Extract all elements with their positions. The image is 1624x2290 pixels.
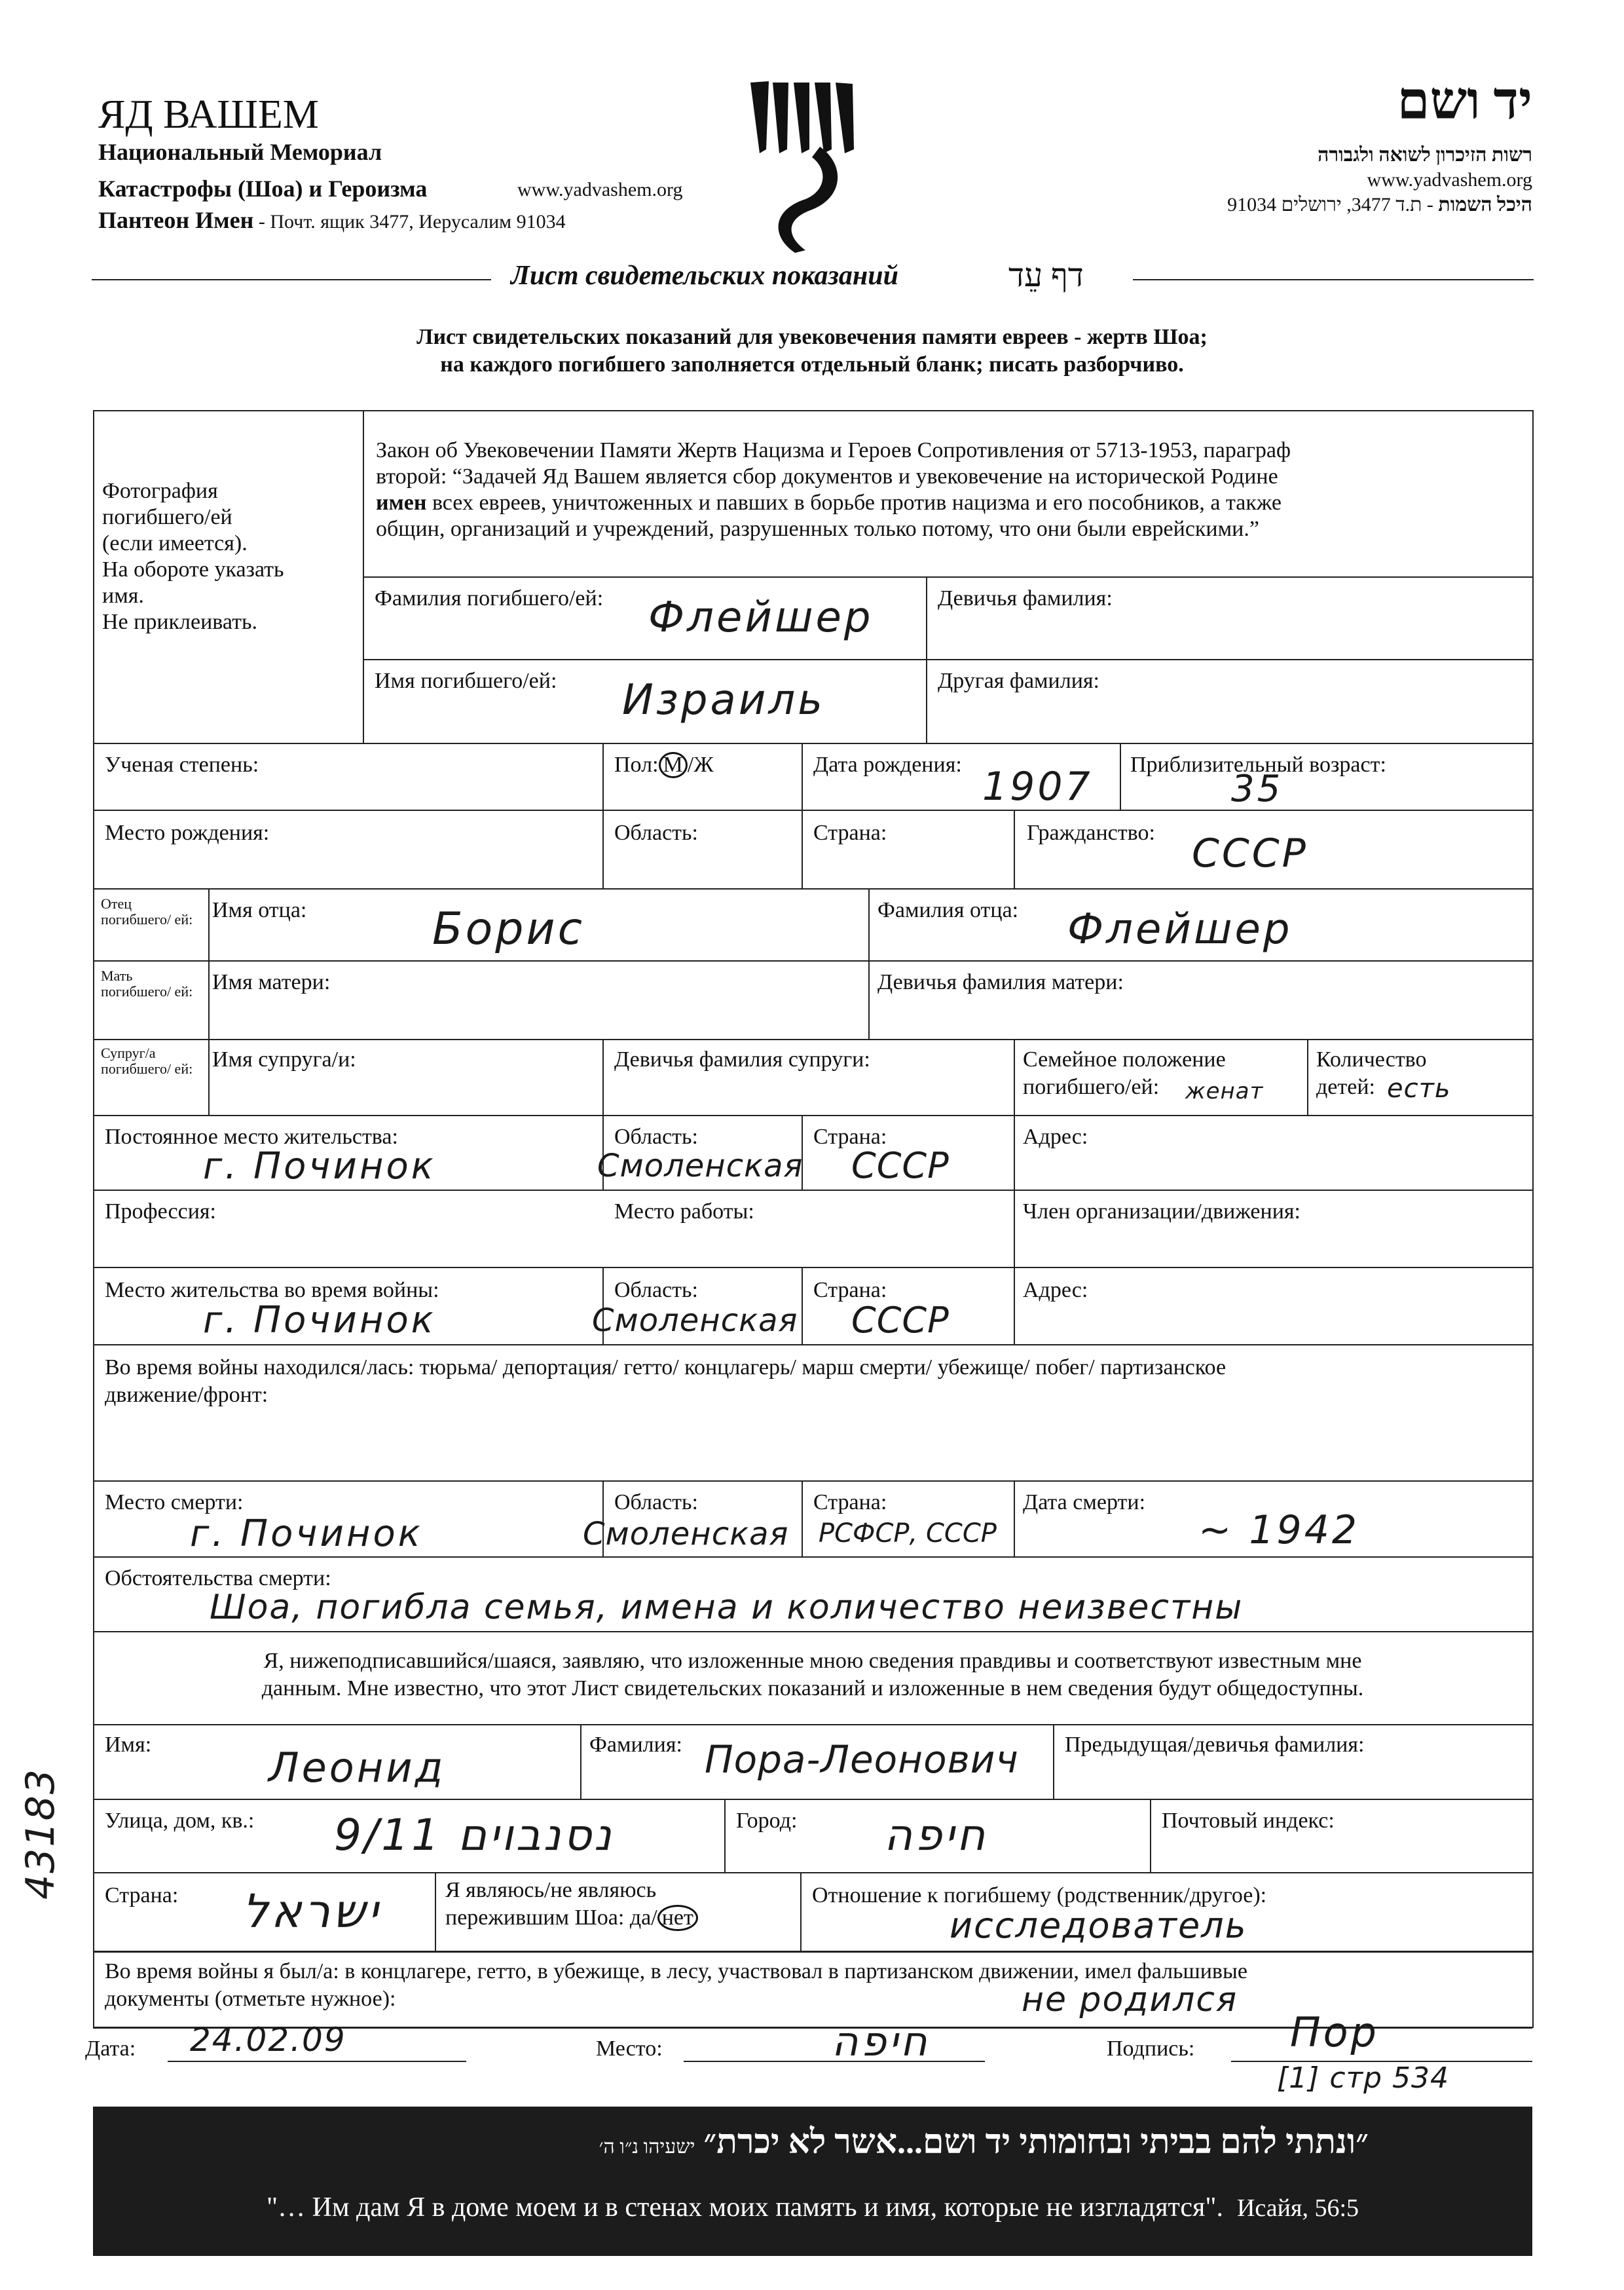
- death-date-label: Дата смерти:: [1023, 1490, 1146, 1514]
- marital-value: женат: [1185, 1078, 1264, 1104]
- age-value: 35: [1231, 768, 1283, 810]
- wartime-line2: документы (отметьте нужное):: [105, 1987, 396, 2011]
- spouse-name-label: Имя супруга/и:: [212, 1047, 356, 1072]
- margin-page-ref: [1] стр 534: [1277, 2061, 1450, 2095]
- pobox-ru: - Почт. ящик 3477, Иерусалим 91034: [253, 211, 566, 233]
- title-rule-right: [1133, 279, 1534, 280]
- father-surname-label: Фамилия отца:: [877, 898, 1019, 922]
- relation-value: исследователь: [950, 1905, 1247, 1946]
- witness-street-value: 9/11 נסנבוים: [334, 1810, 614, 1860]
- perm-country-value: СССР: [851, 1145, 950, 1186]
- witness-surname-label: Фамилия:: [589, 1733, 682, 1757]
- death-circ-value: Шоа, погибла семья, имена и количество неизвестны: [210, 1588, 1244, 1627]
- father-surname-value: Флейшер: [1067, 905, 1293, 954]
- pobox-he: - ת.ד 3477, ירושלים 91034: [1227, 194, 1439, 216]
- perm-region-label: Область:: [614, 1125, 698, 1149]
- death-date-value: ~ 1942: [1198, 1507, 1360, 1553]
- citizenship-value: СССР: [1192, 831, 1308, 876]
- marital-label-2: погибшего/ей:: [1023, 1075, 1160, 1099]
- war-country-label: Страна:: [813, 1278, 887, 1302]
- footer-russian-text: "… Им дам Я в доме моем и в стенах моих память и имя, которые не изгладятся".: [266, 2192, 1223, 2223]
- death-place-label: Место смерти:: [105, 1490, 244, 1514]
- sex-field: [614, 752, 714, 778]
- signature: Пор: [1290, 2008, 1379, 2056]
- sex-separator: /: [687, 753, 694, 777]
- death-country-value: РСФСР, СССР: [819, 1518, 997, 1549]
- footer-hebrew-text: ״ונתתי להם בביתי ובחומותי יד ושם...אשר לא יכרת״: [703, 2124, 1369, 2161]
- law-line: второй: “Задачей Яд Вашем является сбор документов и увековечение на исторической Родине: [376, 464, 1278, 489]
- witness-zip-label: Почтовый индекс:: [1162, 1809, 1335, 1833]
- intro-line2: на каждого погибшего заполняется отдельный бланк; писать разборчиво.: [440, 352, 1184, 377]
- witness-name-label: Имя:: [105, 1733, 152, 1757]
- war-residence-label: Место жительства во время войны:: [105, 1278, 439, 1302]
- margin-file-number: 43183: [18, 1768, 64, 1900]
- death-region-value: Смоленская: [583, 1516, 789, 1552]
- witness-surname-value: Пора-Леонович: [705, 1737, 1019, 1782]
- war-address-label: Адрес:: [1023, 1278, 1088, 1302]
- wartime-line1: Во время войны я был/а: в концлагере, гетто, в убежище, в лесу, участвовал в партизанском движении, имел фальшивые: [105, 1959, 1247, 1983]
- children-value: есть: [1387, 1074, 1451, 1104]
- title-rule-left: [92, 279, 491, 280]
- victim-given-label: Имя погибшего/ей:: [375, 669, 557, 693]
- witness-country-value: ישראל: [242, 1885, 381, 1938]
- website-ru: www.yadvashem.org: [517, 179, 683, 200]
- org-line3-ru: [98, 206, 566, 236]
- law-line: [376, 490, 1291, 516]
- form-title-he: דף עֵד: [1008, 257, 1084, 293]
- declaration-line2: данным. Мне известно, что этот Лист свидетельских показаний и изложенные в нем сведения будут общедоступны.: [261, 1676, 1364, 1700]
- photo-line: На обороте указать: [102, 557, 284, 582]
- war-status-line1: Во время войны находился/лась: тюрьма/ депортация/ гетто/ концлагерь/ марш смерти/ убежище/ побег/ партизанское: [105, 1355, 1227, 1380]
- form-title-ru: Лист свидетельских показаний: [511, 261, 898, 291]
- war-region-value: Смоленская: [592, 1302, 798, 1339]
- father-name-label: Имя отца:: [212, 898, 307, 922]
- law-line: общин, организаций и учреждений, разрушенных только потому, что они были еврейскими.”: [376, 517, 1259, 541]
- victim-other-surname-label: Другая фамилия:: [938, 669, 1099, 693]
- mother-maiden-label: Девичья фамилия матери:: [877, 970, 1124, 994]
- sign-date-value: 24.02.09: [190, 2021, 346, 2059]
- death-circ-label: Обстоятельства смерти:: [105, 1566, 331, 1590]
- declaration-line1: Я, нижеподписавшийся/шаяся, заявляю, что изложенные мною сведения правдивы и соответствуют известным мне: [263, 1649, 1362, 1673]
- victim-surname-label: Фамилия погибшего/ей:: [375, 586, 604, 610]
- perm-region-value: Смоленская: [597, 1148, 803, 1184]
- relation-label: Отношение к погибшему (родственник/другое):: [812, 1883, 1267, 1907]
- photo-instructions: [102, 478, 284, 635]
- age-label: Приблизительный возраст:: [1130, 753, 1386, 777]
- witness-city-label: Город:: [736, 1809, 798, 1833]
- survivor-field: [445, 1905, 698, 1931]
- birth-region-label: Область:: [614, 821, 698, 845]
- footer-hebrew-quote: [599, 2120, 1369, 2170]
- dob-label: Дата рождения:: [813, 753, 962, 777]
- degree-label: Ученая степень:: [105, 753, 259, 777]
- witness-country-label: Страна:: [105, 1883, 179, 1907]
- victim-given-value: Израиль: [622, 676, 825, 724]
- law-names-bold: имен: [376, 491, 427, 515]
- photo-line: Не приклеивать.: [102, 610, 257, 634]
- sign-date-underline: [168, 2061, 466, 2062]
- citizenship-label: Гражданство:: [1027, 821, 1155, 845]
- perm-address-label: Адрес:: [1023, 1125, 1088, 1149]
- sex-male-circled: М: [659, 752, 688, 778]
- spouse-maiden-label: Девичья фамилия супруги:: [614, 1047, 870, 1072]
- war-status-line2: движение/фронт:: [105, 1383, 268, 1407]
- law-text: [376, 438, 1291, 542]
- war-country-value: СССР: [851, 1300, 950, 1341]
- photo-line: Фотография: [102, 479, 218, 503]
- victim-maiden-label: Девичья фамилия:: [938, 586, 1113, 610]
- survivor-no-circled: нет: [657, 1905, 698, 1931]
- children-label-1: Количество: [1316, 1047, 1427, 1072]
- law-line-rest: всех евреев, уничтоженных и павших в борьбе против нацизма и его пособников, а также: [426, 491, 1282, 515]
- sex-label: Пол:: [614, 753, 659, 777]
- perm-country-label: Страна:: [813, 1125, 887, 1149]
- workplace-label: Место работы:: [614, 1199, 754, 1224]
- mother-side-label: Мать погибшего/ ей:: [101, 967, 193, 1000]
- children-label-2: детей:: [1316, 1075, 1375, 1099]
- survivor-label-1: Я являюсь/не являюсь: [445, 1878, 657, 1902]
- org-title-ru: ЯД ВАШЕМ: [98, 92, 319, 137]
- survivor-label-2: пережившим Шоа:: [445, 1905, 625, 1930]
- sign-place-value: חיפה: [832, 2018, 930, 2065]
- perm-residence-value: г. Починок: [203, 1145, 436, 1188]
- org-line1-ru: Национальный Мемориал: [98, 139, 382, 165]
- footer-russian-quote: [100, 2188, 1526, 2228]
- spouse-side-label: Супруг/а погибшего/ ей:: [101, 1045, 193, 1077]
- witness-street-label: Улица, дом, кв.:: [105, 1809, 255, 1833]
- profession-label: Профессия:: [105, 1199, 216, 1224]
- member-label: Член организации/движения:: [1023, 1199, 1301, 1224]
- witness-name-value: Леонид: [268, 1744, 446, 1792]
- footer-russian-ref: Исайя, 56:5: [1236, 2194, 1359, 2222]
- war-residence-value: г. Починок: [203, 1299, 436, 1342]
- survivor-separator: /: [651, 1905, 657, 1930]
- photo-line: имя.: [102, 584, 144, 608]
- sex-female: Ж: [693, 753, 714, 777]
- death-place-value: г. Починок: [190, 1512, 423, 1555]
- father-side-label: Отец погибшего/ ей:: [101, 895, 193, 928]
- org-title-he: יד ושם: [1397, 73, 1532, 130]
- website-he: www.yadvashem.org: [1367, 169, 1532, 191]
- yad-vashem-logo: [747, 79, 864, 255]
- victim-surname-value: Флейшер: [648, 593, 874, 642]
- org-line3-he: [1227, 193, 1532, 217]
- sign-place-label: Место:: [596, 2037, 663, 2061]
- death-country-label: Страна:: [813, 1490, 887, 1514]
- intro-line1: Лист свидетельских показаний для увековечения памяти евреев - жертв Шоа;: [416, 325, 1208, 349]
- sign-signature-label: Подпись:: [1107, 2037, 1195, 2061]
- survivor-yes: да: [629, 1905, 652, 1930]
- photo-line: погибшего/ей: [102, 505, 232, 529]
- war-region-label: Область:: [614, 1278, 698, 1302]
- birthplace-label: Место рождения:: [105, 821, 270, 845]
- law-line: Закон об Увековечении Памяти Жертв Нацизма и Героев Сопротивления от 5713-1953, параграф: [376, 438, 1291, 462]
- mother-name-label: Имя матери:: [212, 970, 331, 994]
- marital-label-1: Семейное положение: [1023, 1047, 1226, 1072]
- death-region-label: Область:: [614, 1490, 698, 1514]
- sign-date-label: Дата:: [85, 2037, 136, 2061]
- perm-residence-label: Постоянное место жительства:: [105, 1125, 398, 1149]
- org-line1-he: רשות הזיכרון לשואה ולגבורה: [1318, 144, 1532, 166]
- pantheon-label: Пантеон Имен: [98, 207, 254, 233]
- witness-prev-surname-label: Предыдущая/девичья фамилия:: [1065, 1733, 1365, 1757]
- wartime-value: не родился: [1022, 1980, 1238, 2019]
- father-name-value: Борис: [432, 903, 585, 955]
- footer-hebrew-ref: ישעיהו נ״ו ה׳: [599, 2136, 695, 2158]
- dob-value: 1907: [982, 764, 1093, 810]
- photo-line: (если имеется).: [102, 531, 248, 555]
- birth-country-label: Страна:: [813, 821, 887, 845]
- hall-of-names-label: היכל השמות: [1438, 194, 1532, 216]
- witness-city-value: חיפה: [884, 1810, 988, 1860]
- org-line2-ru: Катастрофы (Шоа) и Героизма: [98, 176, 428, 202]
- footer-band: [93, 2107, 1532, 2256]
